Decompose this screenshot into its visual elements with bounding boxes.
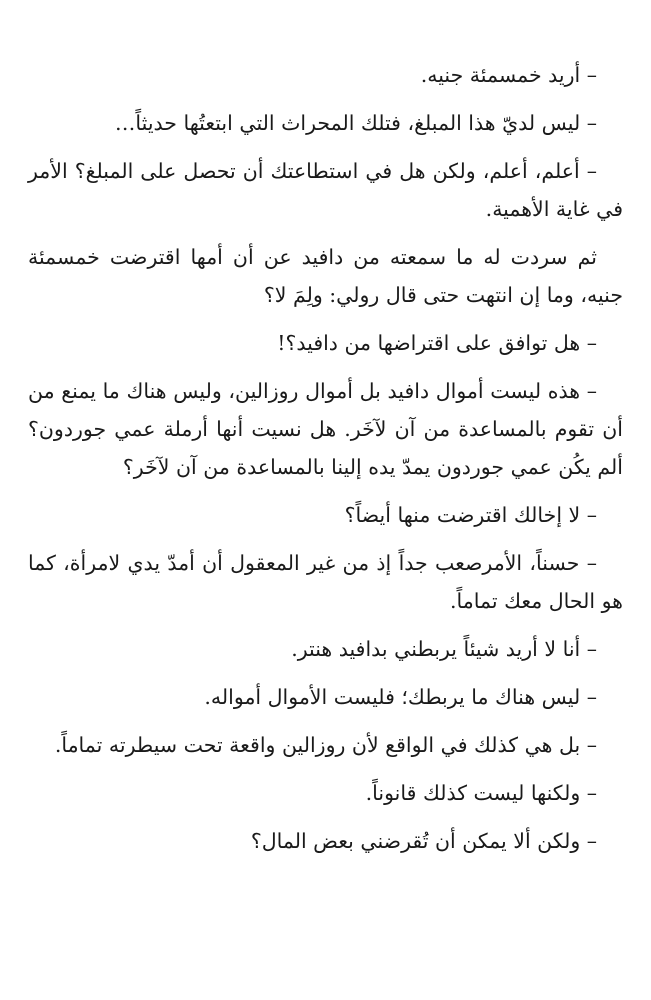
paragraph-6: – هذه ليست أموال دافيد بل أموال روزالين، وليس هناك ما يمنع من أن تقوم بالمساعدة من آن لآخَر. هل نسيت أنها أرملة عمي جوردون؟ ألم يكُن عمي جوردون يمدّ يده إلينا بالمساعدة من آن لآخَر؟ <box>28 379 623 479</box>
paragraph-13: – ولكن ألا يمكن أن تُقرضني بعض المال؟ <box>250 829 597 853</box>
paragraph-5: – هل توافق على اقتراضها من دافيد؟! <box>277 331 597 355</box>
paragraph-12: – ولكنها ليست كذلك قانوناً. <box>365 781 597 805</box>
paragraph-7: – لا إخالك اقترضت منها أيضاً؟ <box>344 503 597 527</box>
paragraph-2: – ليس لديّ هذا المبلغ، فتلك المحراث التي ابتعتُها حديثاً… <box>114 111 597 135</box>
book-page <box>28 56 623 870</box>
paragraph-10: – ليس هناك ما يربطك؛ فليست الأموال أمواله. <box>204 685 597 709</box>
paragraph-11: – بل هي كذلك في الواقع لأن روزالين واقعة تحت سيطرته تماماً. <box>54 733 597 757</box>
paragraph-8: – حسناً، الأمرصعب جداً إذ من غير المعقول أن أمدّ يدي لامرأة، كما هو الحال معك تماماً. <box>28 551 623 613</box>
paragraph-4: ثم سردت له ما سمعته من دافيد عن أن أمها اقترضت خمسمئة جنيه، وما إن انتهت حتى قال رولي: ولِمَ لا؟ <box>28 245 623 307</box>
paragraph-3: – أعلم، أعلم، ولكن هل في استطاعتك أن تحصل على المبلغ؟ الأمر في غاية الأهمية. <box>28 159 623 221</box>
paragraph-9: – أنا لا أريد شيئاً يربطني بدافيد هنتر. <box>291 637 597 661</box>
paragraph-1: – أريد خمسمئة جنيه. <box>420 63 597 87</box>
